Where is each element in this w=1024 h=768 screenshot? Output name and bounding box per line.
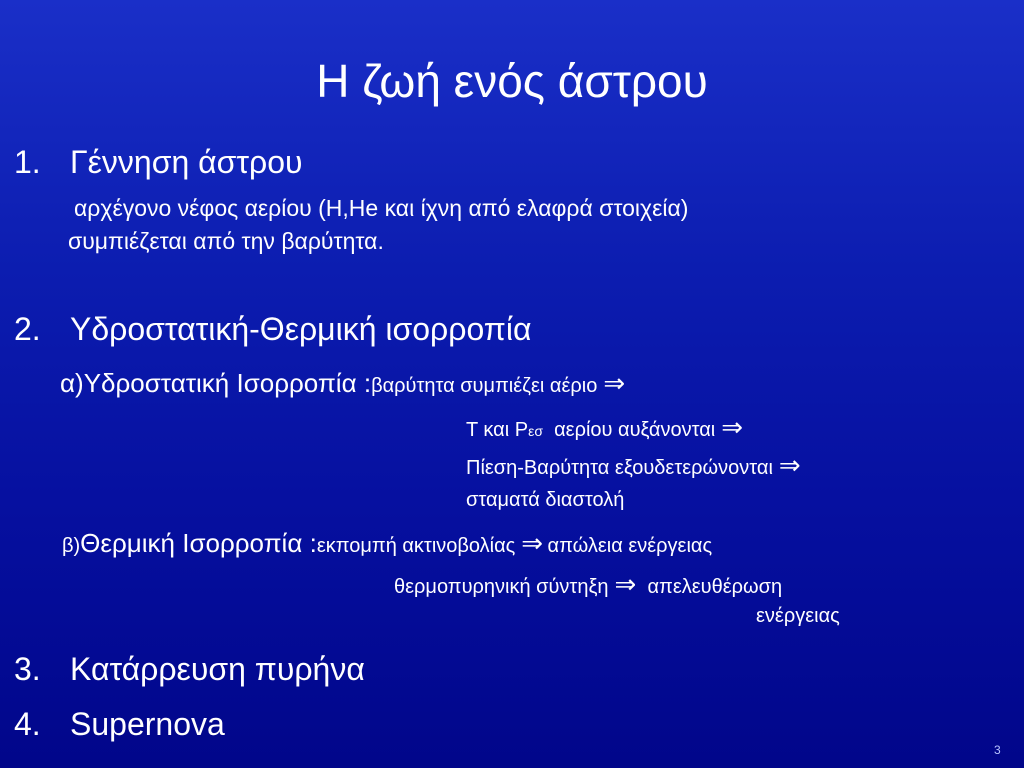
implies-arrow-icon: ⇒ [603,368,626,398]
hydrostatic-line1 [60,370,625,396]
section-1-title: Γέννηση άστρου [70,144,303,180]
thermal-text2b: απελευθέρωση [647,576,783,598]
thermal-line3: ενέργειας [756,605,840,627]
thermal-label: Θερμική Ισορροπία : [80,528,317,558]
hydrostatic-line4: σταματά διαστολή [466,489,625,511]
section-4-number: 4. [14,706,41,742]
hydrostatic-text3: Πίεση-Βαρύτητα εξουδετερώνονται [466,457,773,479]
section-2-number: 2. [14,311,41,347]
section-3-heading [14,653,365,685]
thermal-line1 [62,530,712,556]
thermal-text1b: απώλεια ενέργειας [547,535,713,557]
slide-page-number: 3 [994,743,1001,757]
section-1-text-line1: αρχέγονο νέφος αερίου (Η,Ηe και ίχνη από ελαφρά στοιχεία) [74,195,689,221]
hydrostatic-text2-sub: εσ [528,423,543,439]
thermal-text1a: εκπομπή ακτινοβολίας [316,535,516,557]
section-2-heading [14,313,531,345]
section-4-title: Supernova [70,706,225,742]
slide-title: Η ζωή ενός άστρου [316,55,708,107]
section-2-title: Υδροστατική-Θερμική ισορροπία [70,311,532,347]
thermal-line2 [394,571,782,597]
hydrostatic-text1: βαρύτητα συμπιέζει αέριο [371,375,598,397]
implies-arrow-icon: ⇒ [778,450,801,480]
section-3-number: 3. [14,651,41,687]
implies-arrow-icon: ⇒ [614,569,637,599]
implies-arrow-icon: ⇒ [721,412,744,442]
section-4-heading [14,708,225,740]
section-3-title: Κατάρρευση πυρήνα [70,651,365,687]
section-1-text-line2: συμπιέζεται από την βαρύτητα. [68,228,384,254]
hydrostatic-line3 [466,452,801,478]
hydrostatic-label: α)Υδροστατική Ισορροπία : [60,368,372,398]
thermal-prefix: β) [62,535,81,557]
section-1-heading [14,146,303,178]
hydrostatic-text2-post: αερίου αυξάνονται [554,419,716,441]
section-1-number: 1. [14,144,41,180]
thermal-text2a: θερμοπυρηνική σύντηξη [394,576,609,598]
hydrostatic-line2 [466,414,743,440]
hydrostatic-text2-pre: T και P [466,419,529,441]
implies-arrow-icon: ⇒ [521,528,544,558]
